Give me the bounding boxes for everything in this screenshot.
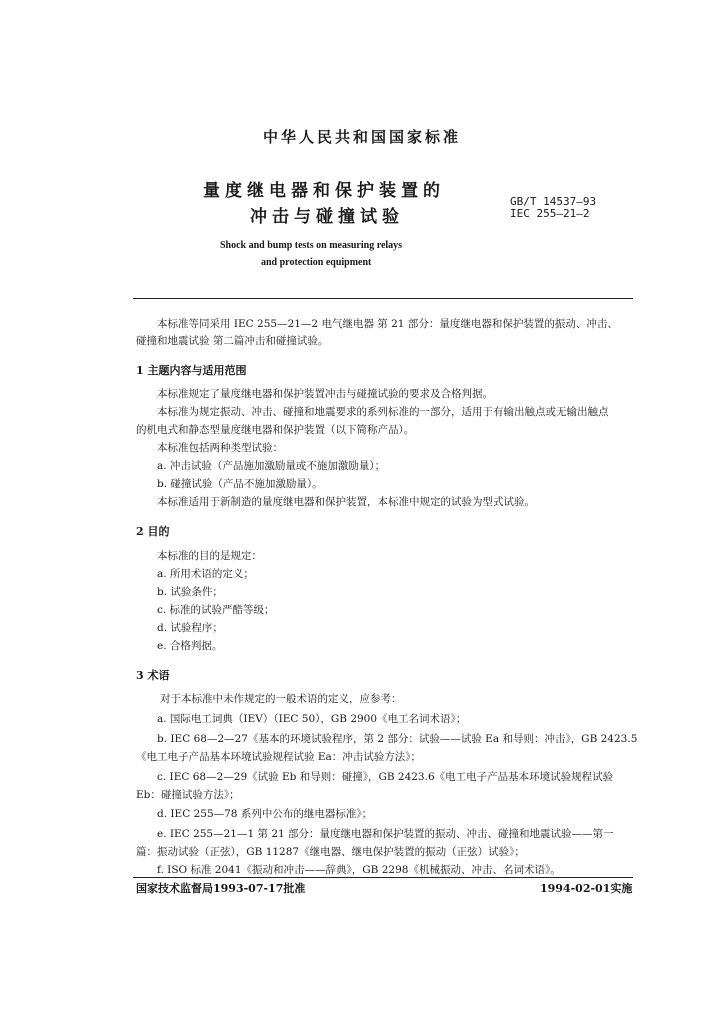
section-1-heading: 1 主题内容与适用范围: [136, 364, 247, 377]
section-3-line: 篇：振动试验（正弦），GB 11287《继电器、继电保护装置的振动（正弦）试验》；: [136, 846, 525, 858]
section-1-line: 本标准适用于新制造的量度继电器和保护装置，本标准中规定的试验为型式试验。: [157, 496, 535, 508]
intro-line-2: 碰撞和地震试验 第二篇冲击和碰撞试验。: [136, 335, 329, 347]
title-en-line2: and protection equipment: [261, 257, 372, 268]
section-2-line: b. 试验条件；: [157, 586, 223, 598]
section-1-line: 本标准为规定振动、冲击、碰撞和地震要求的系列标准的一部分，适用于有输出触点或无输出触点: [157, 406, 609, 418]
title-en-line1: Shock and bump tests on measuring relays: [220, 240, 403, 251]
effective-date: 1994-02-01实施: [540, 882, 633, 895]
section-2-line: e. 合格判据。: [157, 640, 223, 652]
footer-rule: [133, 877, 633, 878]
section-3-line: 对于本标准中未作规定的一般术语的定义，应参考：: [160, 693, 402, 705]
section-2-line: d. 试验程序；: [157, 622, 223, 634]
section-1-line: 的机电式和静态型量度继电器和保护装置（以下简称产品）。: [136, 424, 415, 436]
section-1-line: a. 冲击试验（产品施加激励量或不施加激励量）；: [157, 460, 386, 472]
section-1-line: 本标准包括两种类型试验：: [157, 442, 283, 454]
intro-line-1: 本标准等同采用 IEC 255—21—2 电气继电器 第 21 部分：量度继电器和保护装置的振动、冲击、: [157, 318, 618, 330]
title-cn-line1: 量度继电器和保护装置的: [203, 181, 445, 201]
section-3-line: 《电工电子产品基本环境试验规程试验 Ea：冲击试验方法》；: [136, 751, 422, 763]
section-1-line: b. 碰撞试验（产品不施加激励量）。: [157, 478, 323, 490]
standard-code-gb: GB/T 14537—93: [510, 195, 597, 208]
national-standard-header: 中华人民共和国国家标准: [262, 128, 461, 146]
section-3-line: d. IEC 255—78 系列中公布的继电器标准》；: [157, 808, 373, 820]
section-3-line: a. 国际电工词典（IEV）（IEC 50），GB 2900《电工名词术语》；: [157, 713, 467, 725]
section-3-line: c. IEC 68—2—29《试验 Eb 和导则：碰撞》，GB 2423.6《电工电子产品基本环境试验规程试验: [157, 771, 614, 783]
section-2-line: 本标准的目的是规定：: [157, 550, 262, 562]
title-cn-line2: 冲击与碰撞试验: [250, 207, 404, 227]
section-3-line: e. IEC 255—21—1 第 21 部分：量度继电器和保护装置的振动、冲击、碰撞和地震试验——第一: [157, 828, 614, 840]
section-1-line: 本标准规定了量度继电器和保护装置冲击与碰撞试验的要求及合格判据。: [157, 388, 493, 400]
section-3-heading: 3 术语: [136, 669, 170, 682]
section-2-heading: 2 目的: [136, 525, 170, 538]
section-3-line: Eb：碰撞试验方法》；: [136, 789, 240, 801]
section-2-line: a. 所用术语的定义；: [157, 568, 254, 580]
approval-date: 国家技术监督局1993-07-17批准: [136, 882, 306, 895]
section-3-line: b. IEC 68—2—27《基本的环境试验程序，第 2 部分：试验——试验 Ea 和导则：冲击》，GB 2423.5: [157, 733, 638, 745]
standard-code-iec: IEC 255—21—2: [510, 207, 590, 220]
section-2-line: c. 标准的试验严酷等级；: [157, 604, 275, 616]
header-rule: [133, 298, 633, 299]
section-3-line: f. ISO 标准 2041《振动和冲击——辞典》，GB 2298《机械振动、冲击、名词术语》。: [157, 864, 561, 876]
